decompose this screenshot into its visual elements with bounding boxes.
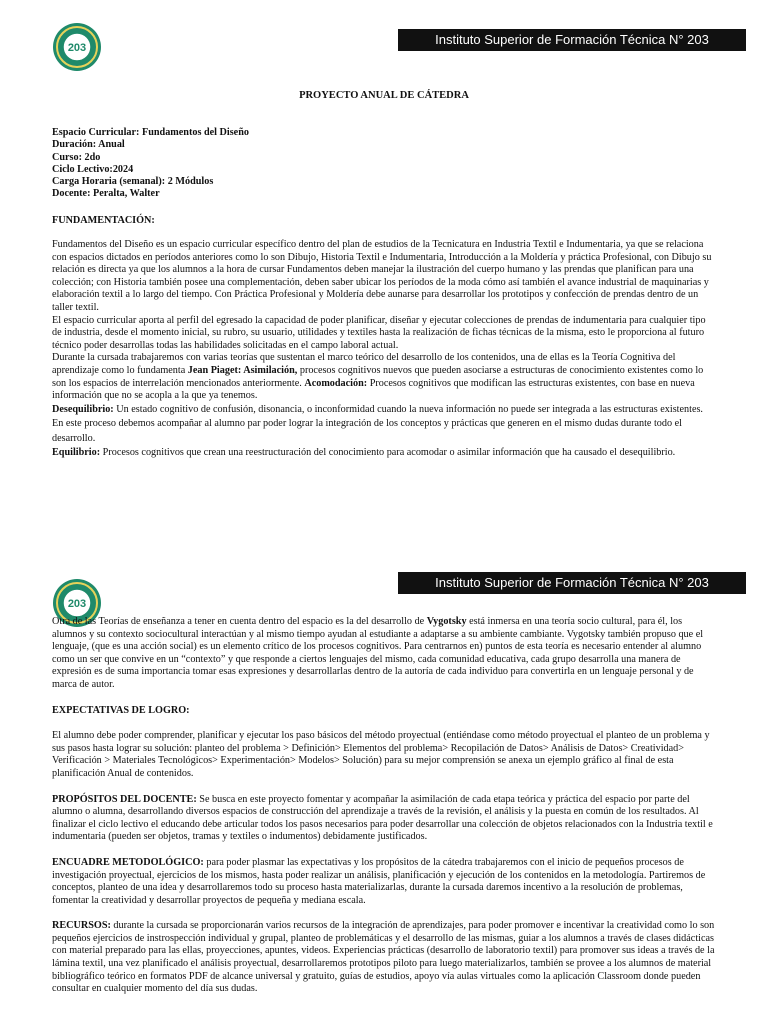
paragraph	[52, 352, 716, 402]
text-run: procesos cognitivos nuevos que pueden asociarse a estructuras de conocimiento existentes como lo son los espacios de interrelación mencionados anteriormente.	[52, 364, 704, 389]
text-run: está inmersa en una teoría socio cultural, para él, los alumnos y su contexto sociocultural interactúan y al mismo tiempo ayudan al estudiante a adaptarse a su ambiente cambiante. Vygotsky también propuso que el lenguaje, (que es una acción social) es un elemento crítico de los procesos cognitivos. Para centrarnos en) puntos de esta teoría es necesario entender al alumno como un ser que convive en un “contexto” y que responde a ciertos lenguajes del mismo, cada comunidad educativa, cada grupo desarrolla una manera de expresión es de suma importancia tomar esas expresiones y desarrollarlas dentro de la autoría de cada individuo para convertirla en un lenguaje personal y de marca de autor.	[52, 616, 704, 690]
paragraph	[52, 920, 716, 996]
institution-banner: Instituto Superior de Formación Técnica N° 203	[398, 572, 746, 594]
logo-number: 203	[67, 42, 87, 54]
section-heading: PROPÓSITOS DEL DOCENTE:	[52, 793, 197, 805]
section-heading: RECURSOS:	[52, 920, 111, 932]
text-run: Otra de las Teorías de enseñanza a tener en cuenta dentro del espacio es la del desarrollo de	[52, 616, 427, 627]
text-run-bold: Acomodación:	[304, 377, 368, 389]
paragraph: Fundamentos del Diseño es un espacio curricular específico dentro del plan de estudios de la Tecnicatura en Industria Textil e Indumentaria, ya que se relaciona con espacios dictados en períodos anteriores como lo son Dibujo, Historia Textil e Indumentaria, Introducción a la Moldería y práctica Profesional, con Dibujo su relación es directa ya que los alumnos a la hora de cursar Fundamentos deben manejar la ilustración del cuerpo humano y las prendas que planifican para una colección; con Historia también posee una complementación, deben saber ubicar los períodos de la moda cómo así también el avance industrial de maquinarias y elaboración textil a lo largo del tiempo. Con Práctica Profesional y Moldería debe aunarse para desarrollar los prototipos y confección de prendas dentro de un taller textil.	[52, 239, 712, 313]
paragraph: El espacio curricular aporta al perfil del egresado la capacidad de poder planificar, diseñar y ejecutar colecciones de prendas de indumentaria para cualquier tipo de industria, desde el momento inicial, su rubro, su usuario, utilidades y textiles hasta la realización de fichas técnicas de la misma, esto le proporciona al futuro técnico poder desarrollas todas las habilidades solicitadas en el campo laboral actual.	[52, 314, 706, 351]
fundamentacion-heading: FUNDAMENTACIÓN:	[52, 215, 155, 226]
paragraph	[52, 403, 716, 446]
paragraph: El alumno debe poder comprender, planificar y ejecutar los paso básicos del método proyectual (entiéndase como método proyectual el planteo de un problema y sus pasos hasta lograr su solución: planteo del problema > Definición> Elementos del problema> Recopilación de Datos> Análisis de Datos> Creatividad> Verificación > Materiales Tecnológicos> Experimentación> Modelos> Solución) para su mejor comprensión se anexa un ejemplo gráfico al final de esta planificación Anual de contenidos.	[52, 730, 710, 779]
section-heading: ENCUADRE METODOLÓGICO:	[52, 856, 204, 868]
text-run-bold: Jean Piaget: Asimilación,	[187, 364, 298, 376]
paragraph	[52, 857, 716, 907]
info-line: Duración: Anual	[52, 139, 125, 151]
paragraph	[52, 794, 716, 844]
course-info	[52, 127, 716, 201]
text-run-bold: Vygotsky	[426, 616, 467, 627]
paragraph	[52, 446, 716, 460]
text-run-bold: Desequilibrio:	[52, 403, 114, 415]
section-heading: EXPECTATIVAS DE LOGRO:	[52, 704, 190, 716]
page-title: PROYECTO ANUAL DE CÁTEDRA	[299, 90, 469, 101]
document-page-2	[0, 560, 768, 1024]
text-run: Un estado cognitivo de confusión, disonancia, o inconformidad cuando la nueva información no puede ser integrada a las estructuras existentes. En este proceso debemos acompañar al alumno par poder lograr la integración de los conceptos y prácticas que generen en el mismo dudas durante todo el desarrollo.	[52, 403, 703, 444]
text-run: Se busca en este proyecto fomentar y acompañar la asimilación de cada etapa teórica y práctica del espacio por parte del alumno o alumna, desarrollando diversos espacios de construcción del aprendizaje a través de la revisión, el análisis y la puesta en común de los resultados. Al finalizar el ciclo lectivo el educando debe articular todos los pasos necesarios para poder desarrollar una colección de objetos relacionados con la Industria textil e indumentaria (pueden ser objetos, tramas y textiles o indumentos) debidamente justificados.	[52, 793, 713, 843]
info-line: Curso: 2do	[52, 151, 101, 163]
paragraph	[52, 616, 716, 692]
text-run-bold: Equilibrio:	[52, 446, 101, 458]
info-line: Docente: Peralta, Walter	[52, 188, 160, 200]
text-run: Procesos cognitivos que modifican las estructuras existentes, con base en nueva información que no se acopla a la que ya tenemos.	[52, 377, 695, 402]
info-line: Carga Horaria (semanal): 2 Módulos	[52, 176, 214, 188]
info-line: Espacio Curricular: Fundamentos del Diseño	[52, 127, 249, 138]
institute-seal-logo	[52, 22, 102, 72]
text-run: durante la cursada se proporcionarán varios recursos de la integración de aprendizajes, para poder promover e incentivar la creatividad como lo son pequeños ejercicios de instrospección individual y grupal, planteo de problemáticas y el desarrollo de las mismas, guiar a los alumnos a través de clases didácticas con material preparado para las ellas, proyecciones, apuntes, videos. Experiencias prácticas (desarrollo de laboratorio textil) para promover sus ideas a través de la lámina textil, una vez planificado el análisis proyectual, desarrollaremos prototipos piloto para luego materializarlos, también se provee a los alumnos de material bibliográfico teórico en formatos PDF de alcance universal y gratuito, guías de estudios, apoyo vía aulas virtuales como la aplicación Classroom donde pueden consultar en cualquier momento del día sus dudas.	[52, 920, 715, 995]
text-run: Procesos cognitivos que crean una reestructuración del conocimiento para acomodar o asimilar información que ha causado el desequilibrio.	[100, 446, 676, 458]
institution-banner: Instituto Superior de Formación Técnica N° 203	[398, 29, 746, 51]
logo-number: 203	[67, 598, 87, 610]
text-run: para poder plasmar las expectativas y los propósitos de la cátedra trabajaremos con el inicio de pequeños procesos de investigación proyectual, ejercicios de los mismos, hasta poder realizar un análisis, planificación y ejecución de los contenidos en la metodología. Partiremos de conceptos, planteo de una idea y desarrollaremos todo su proceso hasta materializarlas, durante la cursada daremos incentivo a la resolución de problemas, fomentar la creatividad y desarrollar proyectos de pequeña y mediana escala.	[52, 856, 706, 906]
page2-body	[52, 616, 716, 996]
info-line: Ciclo Lectivo:2024	[52, 163, 134, 175]
text-run: Durante la cursada trabajaremos con varias teorías que sustentan el marco teórico del desarrollo de los contenidos, una de ellas es la Teoría Cognitiva del aprendizaje como lo fundamenta	[52, 352, 676, 376]
fundamentacion-body	[52, 239, 716, 460]
